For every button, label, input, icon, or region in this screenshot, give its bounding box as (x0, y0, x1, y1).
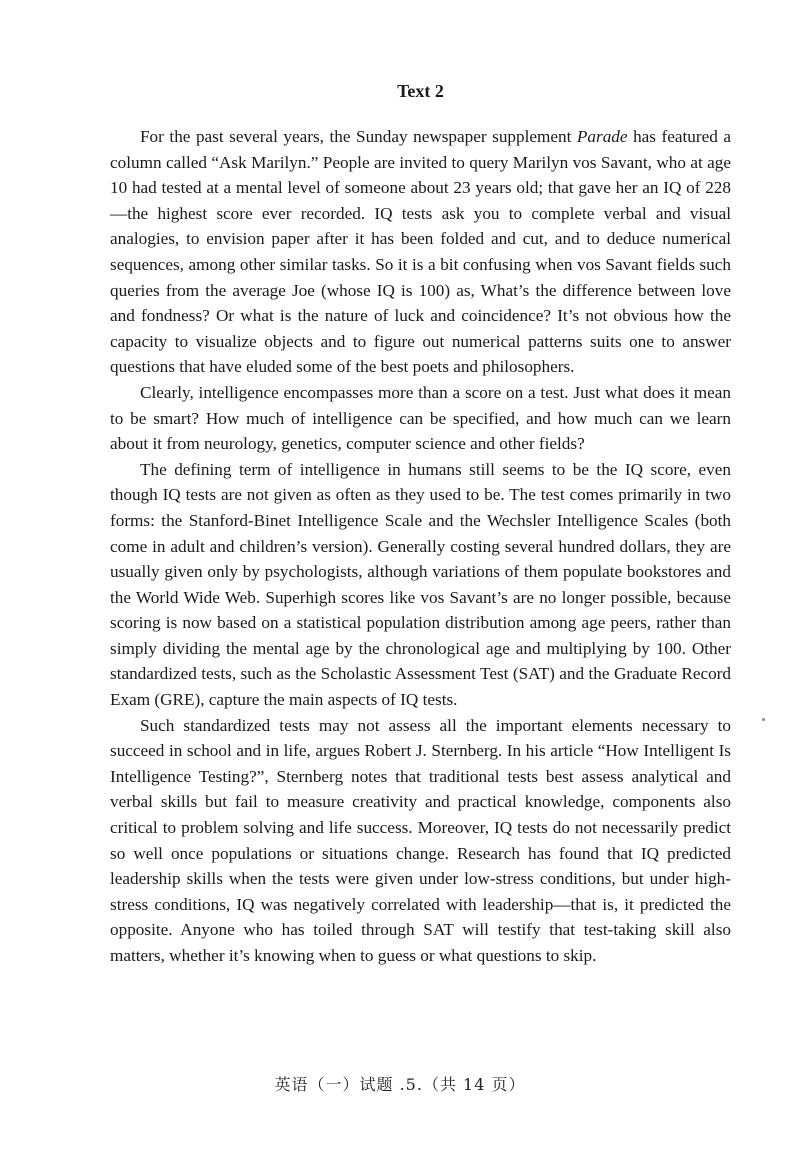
paragraph-1 (110, 124, 731, 380)
paragraph-3: The defining term of intelligence in humans still seems to be the IQ score, even though IQ tests are not given as often as they used to be. The test comes primarily in two forms: the Stanford-Binet Intelligence Scale and the Wechsler Intelligence Scales (both come in adult and children’s version). Generally costing several hundred dollars, they are usually given only by psychologists, although variations of them populate bookstores and the World Wide Web. Superhigh scores like vos Savant’s are no longer possible, because scoring is now based on a statistical population distribution among age peers, rather than simply dividing the mental age by the chronological age and multiplying by 100. Other standardized tests, such as the Scholastic Assessment Test (SAT) and the Graduate Record Exam (GRE), capture the main aspects of IQ tests. (110, 459, 731, 710)
margin-mark (762, 718, 765, 721)
paragraph-4: Such standardized tests may not assess all the important elements necessary to succeed in school and in life, argues Robert J. Sternberg. In his article “How Intelligent Is Intelligence Testing?”, Sternberg notes that traditional tests best assess analytical and verbal skills but fail to measure creativity and practical knowledge, components also critical to problem solving and life success. Moreover, IQ tests do not necessarily predict so well once populations or situations change. Research has found that IQ predicted leadership skills when the tests were given under low-stress conditions, but under high-stress conditions, IQ was negatively correlated with leadership—that is, it predicted the opposite. Anyone who has toiled through SAT will testify that test-taking skill also matters, whether it’s knowing when to guess or what questions to skip. (110, 715, 731, 965)
publication-name-italic: Parade (576, 127, 628, 146)
paragraph-1-text-start: For the past several years, the Sunday newspaper supplement (140, 127, 577, 146)
page-footer: 英语（一）试题 .5.（共 14 页） (274, 1075, 526, 1094)
paragraph-1-text-rest: has featured a column called “Ask Marilyn.” People are invited to query Marilyn vos Savant, who at age 10 had tested at a mental level of someone about 23 years old; that gave her an IQ of 228—the highest score ever recorded. IQ tests ask you to complete verbal and visual analogies, to envision paper after it has been folded and cut, and to deduce numerical sequences, among other similar tasks. So it is a bit confusing when vos Savant fields such queries from the average Joe (whose IQ is 100) as, What’s the difference between love and fondness? Or what is the nature of luck and coincidence? It’s not obvious how the capacity to visualize objects and to figure out numerical patterns suits one to answer questions that have eluded some of the best poets and philosophers. (110, 127, 731, 377)
passage-title: Text 2 (397, 81, 444, 101)
paragraph-2: Clearly, intelligence encompasses more than a score on a test. Just what does it mean to be smart? How much of intelligence can be specified, and how much can we learn about it from neurology, genetics, computer science and other fields? (110, 382, 731, 454)
